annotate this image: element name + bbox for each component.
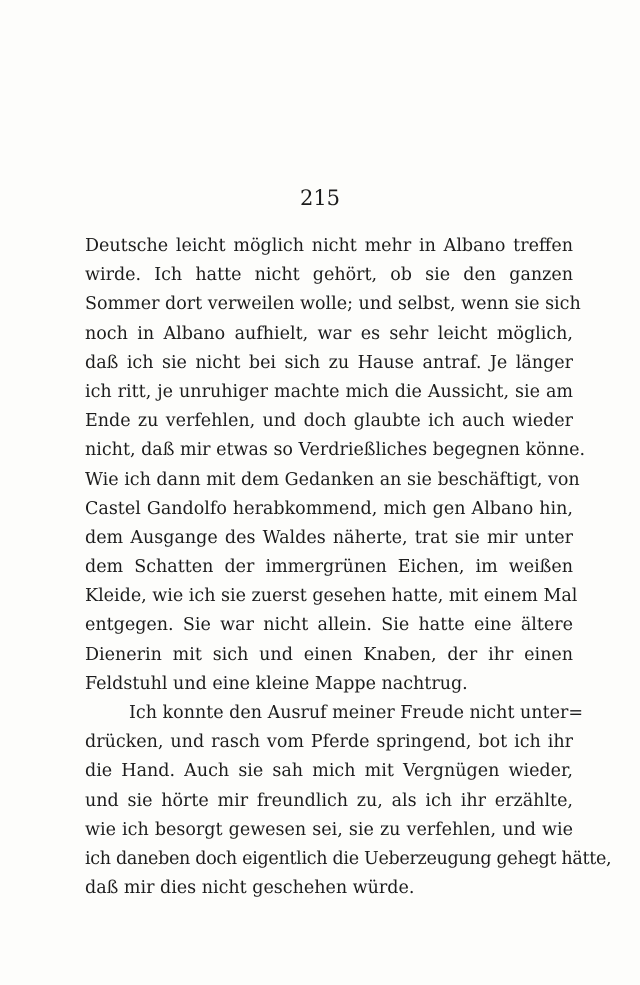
- text-line: noch in Albano aufhielt, war es sehr leicht möglich,: [85, 323, 573, 344]
- text-line: daß ich sie nicht bei sich zu Hause antraf. Je länger: [85, 352, 573, 373]
- text-line: Ende zu verfehlen, und doch glaubte ich auch wieder: [85, 411, 573, 432]
- text-line: dem Ausgange des Waldes näherte, trat sie mir unter: [85, 527, 573, 548]
- text-line: Deutsche leicht möglich nicht mehr in Albano treffen: [85, 236, 573, 256]
- text-line: die Hand. Auch sie sah mich mit Vergnügen wieder,: [85, 761, 573, 782]
- text-line: daß mir dies nicht geschehen würde.: [85, 878, 415, 899]
- text-line: Dienerin mit sich und einen Knaben, der ihr einen: [85, 644, 573, 665]
- text-line: dem Schatten der immergrünen Eichen, im weißen: [85, 557, 573, 578]
- text-line: Sommer dort verweilen wolle; und selbst, wenn sie sich: [85, 294, 581, 315]
- text-line: wie ich besorgt gewesen sei, sie zu verfehlen, und wie: [85, 819, 573, 840]
- text-line: Ich konnte den Ausruf meiner Freude nicht unter=: [129, 703, 583, 723]
- text-line: Feldstuhl und eine kleine Mappe nachtrug.: [85, 673, 468, 694]
- text-line: Castel Gandolfo herabkommend, mich gen Albano hin,: [85, 498, 573, 519]
- text-line: Wie ich dann mit dem Gedanken an sie beschäftigt, von: [85, 469, 580, 490]
- text-line: entgegen. Sie war nicht allein. Sie hatte eine ältere: [85, 615, 573, 636]
- text-line: ich ritt, je unruhiger machte mich die Aussicht, sie am: [85, 381, 573, 402]
- paragraph-1: [85, 232, 586, 699]
- text-line: wirde. Ich hatte nicht gehört, ob sie den ganzen: [85, 265, 573, 286]
- text-line: Kleide, wie ich sie zuerst gesehen hatte, mit einem Mal: [85, 586, 578, 607]
- text-line: und sie hörte mir freundlich zu, als ich ihr erzählte,: [85, 790, 573, 811]
- paragraph-2: [85, 699, 612, 903]
- page-number: 215: [299, 186, 341, 210]
- text-line: nicht, daß mir etwas so Verdrießliches begegnen könne.: [85, 440, 586, 461]
- text-line: drücken, und rasch vom Pferde springend, bot ich ihr: [85, 732, 573, 753]
- body-text: [85, 232, 612, 903]
- text-line: ich daneben doch eigentlich die Ueberzeugung gehegt hätte,: [85, 848, 612, 869]
